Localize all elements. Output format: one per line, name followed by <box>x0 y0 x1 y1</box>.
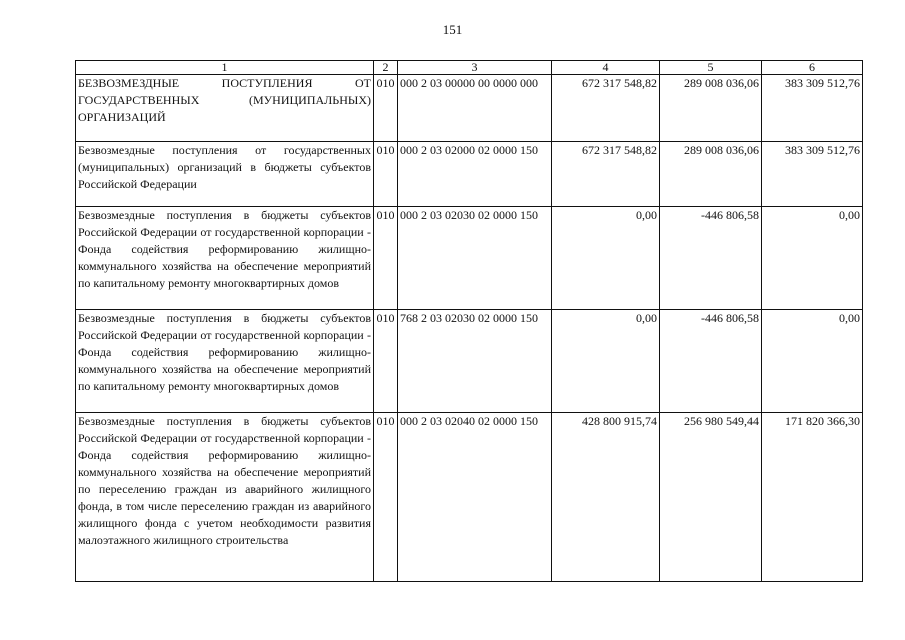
table-row <box>76 207 863 310</box>
admin-code-cell: 010 <box>374 75 398 142</box>
column-header-2: 2 <box>374 61 398 75</box>
column-header-6: 6 <box>762 61 863 75</box>
admin-code-cell: 010 <box>374 142 398 207</box>
budget-revenue-table <box>75 60 863 582</box>
amount-col5-cell: -446 806,58 <box>660 207 762 310</box>
column-header-5: 5 <box>660 61 762 75</box>
amount-col5-cell: 256 980 549,44 <box>660 413 762 582</box>
amount-col6-cell: 171 820 366,30 <box>762 413 863 582</box>
column-header-3: 3 <box>398 61 552 75</box>
budget-code-cell: 000 2 03 02030 02 0000 150 <box>398 207 552 310</box>
table-header-row <box>76 61 863 75</box>
table-row <box>76 413 863 582</box>
table-row <box>76 142 863 207</box>
row-name-cell: Безвозмездные поступления в бюджеты субъектов Российской Федерации от государственной корпорации - Фонда содействия реформированию жилищно-коммунального хозяйства на обеспечение мероприятий по переселению граждан из аварийного жилищного фонда, в том числе переселению граждан из аварийного жилищного фонда с учетом необходимости развития малоэтажного жилищного строительства <box>76 413 374 582</box>
amount-col6-cell: 0,00 <box>762 207 863 310</box>
amount-col4-cell: 428 800 915,74 <box>552 413 660 582</box>
row-name-cell: Безвозмездные поступления в бюджеты субъектов Российской Федерации от государственной корпорации - Фонда содействия реформированию жилищно-коммунального хозяйства на обеспечение мероприятий по капитальному ремонту многоквартирных домов <box>76 207 374 310</box>
amount-col4-cell: 672 317 548,82 <box>552 75 660 142</box>
budget-code-cell: 000 2 03 02040 02 0000 150 <box>398 413 552 582</box>
column-header-4: 4 <box>552 61 660 75</box>
admin-code-cell: 010 <box>374 207 398 310</box>
amount-col4-cell: 0,00 <box>552 310 660 413</box>
page-number: 151 <box>442 22 463 37</box>
amount-col5-cell: 289 008 036,06 <box>660 142 762 207</box>
amount-col5-cell: 289 008 036,06 <box>660 75 762 142</box>
amount-col6-cell: 383 309 512,76 <box>762 142 863 207</box>
amount-col6-cell: 383 309 512,76 <box>762 75 863 142</box>
table-row <box>76 75 863 142</box>
budget-code-cell: 000 2 03 02000 02 0000 150 <box>398 142 552 207</box>
admin-code-cell: 010 <box>374 413 398 582</box>
budget-code-cell: 000 2 03 00000 00 0000 000 <box>398 75 552 142</box>
row-name-cell: БЕЗВОЗМЕЗДНЫЕ ПОСТУПЛЕНИЯ ОТ ГОСУДАРСТВЕННЫХ (МУНИЦИПАЛЬНЫХ) ОРГАНИЗАЦИЙ <box>76 75 374 142</box>
table-row <box>76 310 863 413</box>
amount-col5-cell: -446 806,58 <box>660 310 762 413</box>
amount-col4-cell: 0,00 <box>552 207 660 310</box>
amount-col4-cell: 672 317 548,82 <box>552 142 660 207</box>
row-name-cell: Безвозмездные поступления от государственных (муниципальных) организаций в бюджеты субъектов Российской Федерации <box>76 142 374 207</box>
row-name-cell: Безвозмездные поступления в бюджеты субъектов Российской Федерации от государственной корпорации - Фонда содействия реформированию жилищно-коммунального хозяйства на обеспечение мероприятий по капитальному ремонту многоквартирных домов <box>76 310 374 413</box>
column-header-1: 1 <box>76 61 374 75</box>
amount-col6-cell: 0,00 <box>762 310 863 413</box>
admin-code-cell: 010 <box>374 310 398 413</box>
budget-code-cell: 768 2 03 02030 02 0000 150 <box>398 310 552 413</box>
